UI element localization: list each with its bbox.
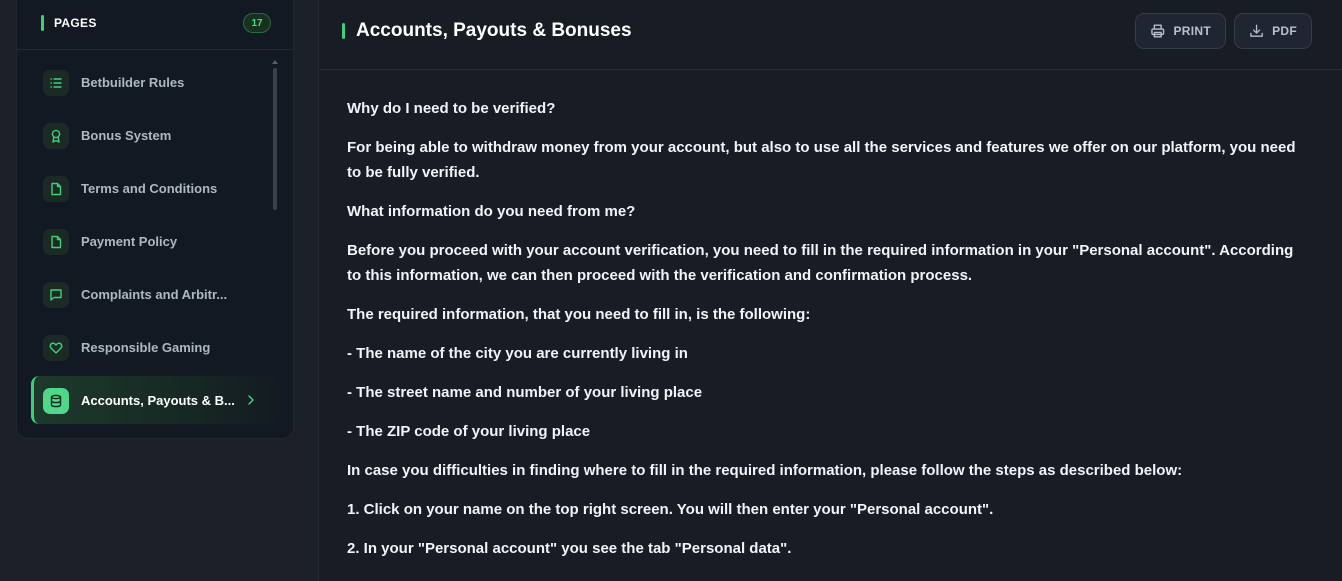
main-panel — [318, 0, 1342, 581]
pdf-download-button[interactable] — [1234, 13, 1312, 49]
pages-count-badge: 17 — [243, 13, 271, 33]
sidebar-item-complaints-and-arbitration[interactable] — [31, 270, 279, 318]
content-paragraph: For being able to withdraw money from your account, but also to use all the services and features we offer on our platform, you need to be fully verified. — [347, 139, 1296, 181]
document-icon — [43, 176, 69, 202]
content-paragraph: Why do I need to be verified? — [347, 100, 556, 117]
list-icon — [43, 70, 69, 96]
sidebar-item-label: Complaints and Arbitr... — [81, 287, 228, 302]
sidebar-item-label: Accounts, Payouts & B... — [81, 393, 235, 408]
content-paragraph: - The ZIP code of your living place — [347, 423, 591, 440]
content-paragraph: 2. In your "Personal account" you see the tab "Personal data". — [347, 540, 792, 557]
accent-bar — [342, 23, 345, 39]
content-paragraph: - The name of the city you are currently living in — [347, 345, 688, 362]
print-button[interactable] — [1135, 13, 1226, 49]
sidebar-item-terms-and-conditions[interactable] — [31, 164, 279, 212]
sidebar-item-label: Payment Policy — [81, 234, 178, 249]
download-icon — [1249, 23, 1264, 39]
printer-icon — [1150, 23, 1166, 39]
content-paragraph: What information do you need from me? — [347, 203, 636, 220]
chat-icon — [43, 282, 69, 308]
sidebar-item-payment-policy[interactable] — [31, 217, 279, 265]
content-paragraph: In case you difficulties in finding where to fill in the required information, please follow the steps as described below: — [347, 462, 1183, 479]
award-icon — [43, 123, 69, 149]
policy-content — [347, 96, 1309, 575]
sidebar-item-betbuilder-rules[interactable] — [31, 58, 279, 106]
heart-icon — [43, 335, 69, 361]
pages-sidebar — [16, 0, 294, 439]
print-button-label: PRINT — [1173, 24, 1211, 38]
content-paragraph: The required information, that you need to fill in, is the following: — [347, 306, 811, 323]
content-paragraph: 1. Click on your name on the top right screen. You will then enter your "Personal account". — [347, 501, 994, 518]
sidebar-item-label: Bonus System — [81, 128, 172, 143]
sidebar-header — [17, 0, 293, 50]
sidebar-item-responsible-gaming[interactable] — [31, 323, 279, 371]
database-icon — [43, 388, 69, 414]
sidebar-item-accounts-payouts-bonuses[interactable] — [31, 376, 279, 424]
main-header — [319, 0, 1342, 70]
page-title: Accounts, Payouts & Bonuses — [356, 20, 632, 41]
chevron-right-icon — [246, 394, 256, 406]
sidebar-item-label: Betbuilder Rules — [81, 75, 185, 90]
accent-bar — [41, 15, 44, 31]
sidebar-title: PAGES — [54, 16, 97, 30]
content-paragraph: - The street name and number of your living place — [347, 384, 703, 401]
sidebar-item-label: Responsible Gaming — [81, 340, 211, 355]
sidebar-item-label: Terms and Conditions — [81, 181, 218, 196]
pdf-button-label: PDF — [1272, 24, 1297, 38]
content-paragraph: Before you proceed with your account verification, you need to fill in the required information in your "Personal account". According to this information, we can then proceed with the verification and confirmation process. — [347, 242, 1294, 284]
sidebar-item-bonus-system[interactable] — [31, 111, 279, 159]
document-icon — [43, 229, 69, 255]
